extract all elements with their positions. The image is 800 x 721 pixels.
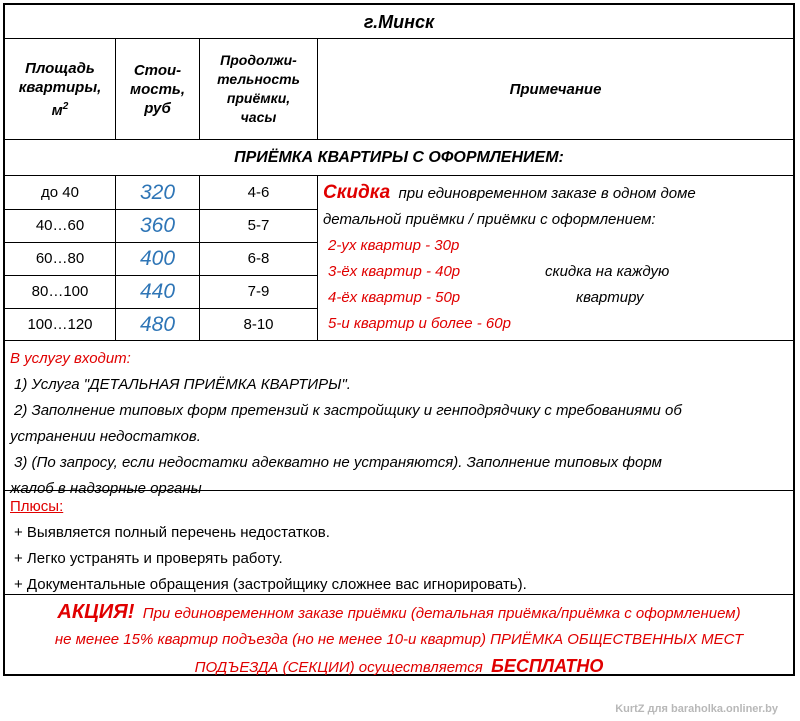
- header-duration-line3: приёмки,: [226, 90, 291, 106]
- header-area-line2: квартиры,: [18, 78, 102, 96]
- discount-side-2: квартиру: [576, 289, 644, 306]
- discount-line1: при единовременном заказе в одном доме: [398, 185, 696, 202]
- row-2-hours: 5-7: [200, 209, 318, 242]
- row-4-hours: 7-9: [200, 275, 318, 308]
- promo-free: БЕСПЛАТНО: [491, 656, 604, 676]
- row-5-hours: 8-10: [200, 308, 318, 341]
- price-table: [3, 3, 795, 676]
- header-duration-line1: Продолжи-: [220, 52, 297, 68]
- header-duration: [200, 39, 318, 139]
- discount-item-3: 4-ёх квартир - 50р: [328, 289, 461, 306]
- row-1-hours: 4-6: [200, 176, 318, 209]
- promo-line2: не менее 15% квартир подъезда (но не менее 10-и квартир) ПРИЁМКА ОБЩЕСТВЕННЫХ МЕСТ: [54, 631, 744, 648]
- table-header: [5, 39, 793, 140]
- pluses-section: [5, 491, 793, 595]
- promo-line3: ПОДЪЕЗДА (СЕКЦИИ) осуществляется: [194, 659, 483, 676]
- discount-note: [323, 180, 793, 337]
- header-area: [5, 39, 116, 139]
- service-item-1: 1) Услуга "ДЕТАЛЬНАЯ ПРИЁМКА КВАРТИРЫ".: [14, 376, 351, 393]
- row-2-area: 40…60: [5, 209, 116, 242]
- row-4-area: 80…100: [5, 275, 116, 308]
- header-duration-line4: часы: [240, 109, 277, 125]
- header-price-line3: руб: [144, 99, 171, 117]
- header-price-line1: Стои-: [133, 61, 182, 79]
- header-note: Примечание: [509, 80, 602, 98]
- discount-side-1: скидка на каждую: [545, 263, 670, 280]
- discount-item-2: 3-ёх квартир - 40р: [328, 263, 461, 280]
- service-item-2b: устранении недостатков.: [10, 428, 201, 445]
- header-area-unit: м: [51, 101, 63, 119]
- discount-item-1: 2-ух квартир - 30р: [328, 237, 460, 254]
- plus-item-1: + Выявляется полный перечень недостатков.: [14, 524, 330, 541]
- section-title: ПРИЁМКА КВАРТИРЫ С ОФОРМЛЕНИЕМ:: [5, 140, 793, 176]
- row-4-price: 440: [116, 275, 200, 308]
- services-section: [5, 341, 793, 497]
- price-rows: [5, 176, 793, 341]
- service-item-3b: жалоб в надзорные органы: [10, 480, 202, 497]
- promo-line1: При единовременном заказе приёмки (детальная приёмка/приёмка с оформлением): [142, 605, 741, 622]
- row-5-area: 100…120: [5, 308, 116, 341]
- row-1-area: до 40: [5, 176, 116, 209]
- row-1-price: 320: [116, 176, 200, 209]
- row-3-price: 400: [116, 242, 200, 275]
- plus-item-3: + Документальные обращения (застройщику сложнее вас игнорировать).: [14, 576, 527, 593]
- header-duration-line2: тельность: [217, 71, 300, 87]
- service-item-3a: 3) (По запросу, если недостатки адекватно не устраняются). Заполнение типовых форм: [14, 454, 662, 471]
- pluses-heading: Плюсы:: [10, 498, 64, 515]
- services-heading: В услугу входит:: [10, 350, 131, 367]
- plus-item-2: + Легко устранять и проверять работу.: [14, 550, 283, 567]
- header-price: [116, 39, 200, 139]
- promo-section: [5, 595, 793, 674]
- header-area-sup: 2: [62, 100, 69, 112]
- discount-lead: Скидка: [323, 182, 391, 203]
- row-3-area: 60…80: [5, 242, 116, 275]
- promo-lead: АКЦИЯ!: [57, 601, 135, 623]
- watermark: KurtZ для baraholka.onliner.by: [615, 703, 778, 715]
- header-price-line2: мость,: [129, 80, 185, 98]
- header-area-line1: Площадь: [25, 59, 95, 77]
- page-title: г.Минск: [5, 5, 793, 39]
- row-5-price: 480: [116, 308, 200, 341]
- discount-item-4: 5-и квартир и более - 60р: [328, 315, 511, 332]
- row-3-hours: 6-8: [200, 242, 318, 275]
- service-item-2a: 2) Заполнение типовых форм претензий к застройщику и генподрядчику с требованиями об: [14, 402, 682, 419]
- discount-line2: детальной приёмки / приёмки с оформлением:: [323, 211, 656, 228]
- row-2-price: 360: [116, 209, 200, 242]
